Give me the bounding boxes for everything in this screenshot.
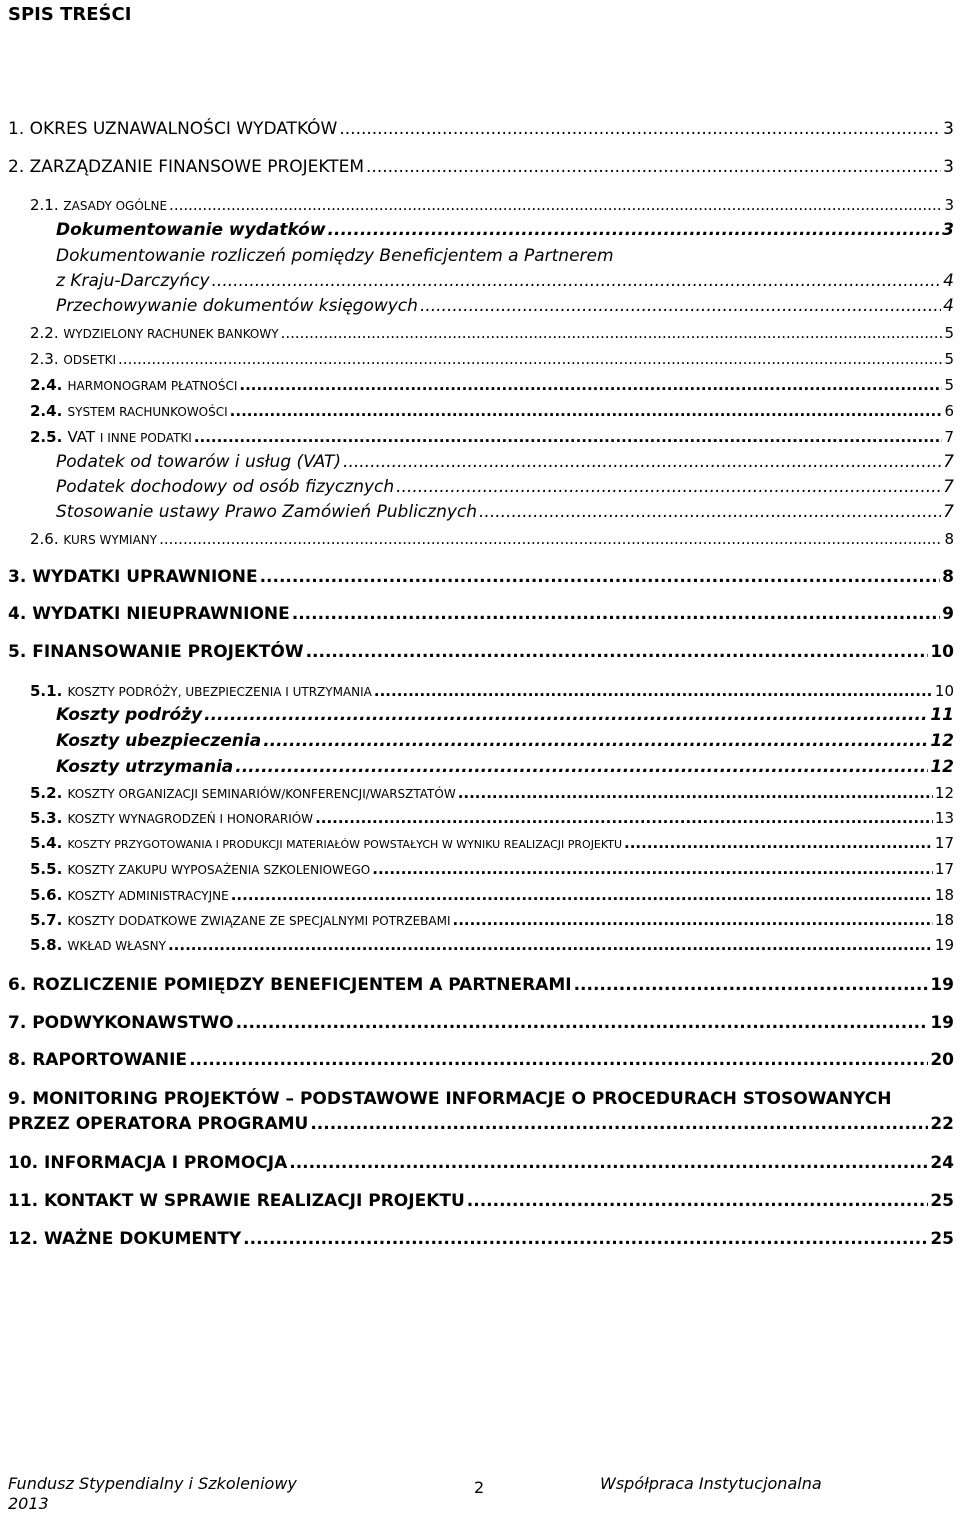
toc-entry-2-1-2[interactable] — [56, 271, 954, 291]
toc-leader-dots — [374, 682, 933, 700]
toc-entry-5-1-2[interactable] — [56, 731, 954, 751]
toc-entry-2-1-1[interactable] — [56, 220, 954, 240]
toc-entry-2[interactable] — [8, 157, 954, 177]
toc-leader-dots — [343, 452, 941, 472]
toc-entry-10[interactable] — [8, 1153, 954, 1173]
toc-entry-label: 2. ZARZĄDZANIE FINANSOWE PROJEKTEM — [8, 157, 365, 177]
toc-entry-12[interactable] — [8, 1229, 954, 1249]
toc-entry-2-4-system[interactable] — [30, 402, 954, 420]
toc-leader-dots — [467, 1191, 929, 1211]
toc-entry-page: 25 — [930, 1229, 954, 1249]
toc-entry-page: 5 — [944, 350, 954, 368]
toc-entry-page: 19 — [930, 1013, 954, 1033]
toc-entry-page: 18 — [934, 911, 954, 929]
toc-entry-5-8[interactable] — [30, 936, 954, 954]
toc-leader-dots — [204, 705, 928, 725]
toc-entry-1[interactable] — [8, 119, 954, 139]
toc-entry-label: KOSZTY WYNAGRODZEŃ I HONORARIÓW — [67, 812, 314, 826]
toc-entry-page: 7 — [944, 428, 954, 446]
toc-leader-dots — [231, 886, 933, 904]
toc-entry-page: 5 — [944, 376, 954, 394]
toc-entry-2-4-harmonogram[interactable] — [30, 376, 954, 394]
toc-entry-9-line1[interactable]: 9. MONITORING PROJEKTÓW – PODSTAWOWE INFORMACJE O PROCEDURACH STOSOWANYCH — [8, 1089, 892, 1109]
toc-entry-number: 5.2. — [30, 784, 68, 802]
toc-entry-number: 2.4. — [30, 402, 68, 420]
toc-entry-2-5[interactable] — [30, 428, 954, 446]
toc-entry-2-5-1[interactable] — [56, 452, 954, 472]
toc-entry-page: 3 — [943, 157, 954, 177]
toc-leader-dots — [230, 402, 943, 420]
toc-entry-number: 5.3. — [30, 809, 68, 827]
toc-entry-page: 3 — [944, 196, 954, 214]
toc-entry-label: 5. FINANSOWANIE PROJEKTÓW — [8, 642, 304, 662]
toc-entry-2-5-2[interactable] — [56, 477, 954, 497]
toc-entry-number: 5.8. — [30, 936, 68, 954]
toc-entry-page: 4 — [943, 271, 954, 291]
toc-entry-label: Podatek dochodowy od osób fizycznych — [56, 477, 395, 497]
toc-entry-number: 2.3. — [30, 350, 64, 368]
toc-entry-3[interactable] — [8, 567, 954, 587]
toc-entry-label: 1. OKRES UZNAWALNOŚCI WYDATKÓW — [8, 119, 338, 139]
footer-program-name: Współpraca Instytucjonalna — [600, 1474, 822, 1493]
toc-entry-page: 22 — [930, 1114, 954, 1134]
toc-entry-label: KOSZTY ZAKUPU WYPOSAŻENIA SZKOLENIOWEGO — [67, 863, 371, 877]
toc-entry-label: 11. KONTAKT W SPRAWIE REALIZACJI PROJEKTU — [8, 1191, 465, 1211]
toc-entry-number: 5.1. — [30, 682, 68, 700]
toc-entry-5-4[interactable] — [30, 834, 954, 852]
toc-entry-page: 17 — [934, 860, 954, 878]
toc-entry-4[interactable] — [8, 604, 954, 624]
toc-leader-dots — [118, 350, 942, 368]
toc-leader-dots — [263, 731, 928, 751]
toc-entry-label: WYDZIELONY RACHUNEK BANKOWY — [63, 327, 279, 341]
toc-leader-dots — [366, 157, 941, 177]
toc-entry-label: 3. WYDATKI UPRAWNIONE — [8, 567, 258, 587]
toc-entry-page: 8 — [944, 530, 954, 548]
toc-entry-2-3[interactable] — [30, 350, 954, 368]
toc-leader-dots — [168, 936, 933, 954]
toc-leader-dots — [306, 642, 929, 662]
toc-leader-dots — [235, 757, 928, 777]
toc-heading: SPIS TREŚCI — [8, 4, 132, 25]
toc-entry-label: Dokumentowanie wydatków — [56, 220, 326, 240]
toc-leader-dots — [453, 911, 933, 929]
toc-entry-label: 12. WAŻNE DOKUMENTY — [8, 1229, 242, 1249]
toc-leader-dots — [339, 119, 941, 139]
toc-leader-dots — [315, 809, 933, 827]
toc-entry-label: Koszty podróży — [56, 705, 203, 725]
toc-entry-label: Podatek od towarów i usług (VAT) — [56, 452, 342, 472]
toc-entry-2-1-3[interactable] — [56, 296, 954, 316]
toc-entry-label: z Kraju-Darczyńcy — [56, 271, 210, 291]
toc-entry-page: 9 — [942, 604, 954, 624]
toc-leader-dots — [624, 834, 933, 852]
toc-entry-label: HARMONOGRAM PŁATNOŚCI — [67, 379, 238, 393]
toc-entry-5-5[interactable] — [30, 860, 954, 878]
toc-entry-5-2[interactable] — [30, 784, 954, 802]
toc-entry-page: 3 — [943, 119, 954, 139]
toc-entry-page: 20 — [930, 1050, 954, 1070]
toc-entry-2-6[interactable] — [30, 530, 954, 548]
toc-entry-label-main: VAT — [67, 428, 100, 446]
toc-entry-number: 2.4. — [30, 376, 68, 394]
toc-entry-label: 4. WYDATKI NIEUPRAWNIONE — [8, 604, 290, 624]
toc-entry-label: I INNE PODATKI — [99, 431, 192, 445]
toc-entry-label: KOSZTY DODATKOWE ZWIĄZANE ZE SPECJALNYMI POTRZEBAMI — [67, 914, 451, 928]
toc-leader-dots — [260, 567, 941, 587]
toc-entry-label: 10. INFORMACJA I PROMOCJA — [8, 1153, 288, 1173]
toc-leader-dots — [212, 271, 942, 291]
toc-entry-5-1-3[interactable] — [56, 757, 954, 777]
toc-entry-5[interactable] — [8, 642, 954, 662]
toc-entry-label: KOSZTY ADMINISTRACYJNE — [67, 889, 229, 903]
toc-entry-label: KOSZTY PODRÓŻY, UBEZPIECZENIA I UTRZYMANIA — [67, 685, 372, 699]
toc-entry-number: 5.4. — [30, 834, 68, 852]
toc-entry-page: 12 — [930, 731, 954, 751]
toc-entry-page: 3 — [942, 220, 954, 240]
toc-entry-label: PRZEZ OPERATORA PROGRAMU — [8, 1114, 309, 1134]
toc-leader-dots — [292, 604, 940, 624]
toc-leader-dots — [574, 975, 929, 995]
toc-entry-5-3[interactable] — [30, 809, 954, 827]
toc-entry-label: KURS WYMIANY — [63, 533, 158, 547]
toc-leader-dots — [420, 296, 941, 316]
toc-entry-7[interactable] — [8, 1013, 954, 1033]
toc-entry-page: 6 — [944, 402, 954, 420]
toc-entry-5-1-1[interactable] — [56, 705, 954, 725]
toc-entry-label: Stosowanie ustawy Prawo Zamówień Publicznych — [56, 502, 478, 522]
toc-entry-page: 7 — [943, 477, 954, 497]
toc-entry-label: KOSZTY PRZYGOTOWANIA I PRODUKCJI MATERIAŁÓW POWSTAŁYCH W WYNIKU REALIZACJI PROJEKTU — [67, 838, 623, 851]
toc-leader-dots — [372, 860, 933, 878]
toc-entry-2-1-2-line1[interactable]: Dokumentowanie rozliczeń pomiędzy Beneficjentem a Partnerem — [56, 246, 614, 266]
toc-entry-page: 19 — [934, 936, 954, 954]
toc-entry-page: 11 — [930, 705, 954, 725]
toc-entry-number: 5.5. — [30, 860, 68, 878]
toc-entry-9[interactable] — [8, 1114, 954, 1134]
toc-entry-page: 17 — [934, 834, 954, 852]
toc-leader-dots — [236, 1013, 929, 1033]
toc-leader-dots — [243, 1229, 928, 1249]
toc-entry-label: 8. RAPORTOWANIE — [8, 1050, 188, 1070]
toc-entry-number: 2.6. — [30, 530, 64, 548]
footer-page-number: 2 — [474, 1478, 485, 1497]
toc-entry-page: 7 — [943, 502, 954, 522]
toc-entry-page: 4 — [943, 296, 954, 316]
toc-entry-page: 24 — [930, 1153, 954, 1173]
toc-entry-5-6[interactable] — [30, 886, 954, 904]
footer-fund-name: Fundusz Stypendialny i Szkoleniowy 2013 — [8, 1474, 297, 1513]
toc-leader-dots — [328, 220, 941, 240]
toc-entry-label: ZASADY OGÓLNE — [63, 199, 168, 213]
toc-leader-dots — [281, 324, 943, 342]
toc-entry-2-1[interactable] — [30, 196, 954, 214]
toc-entry-page: 7 — [943, 452, 954, 472]
toc-entry-page: 10 — [930, 642, 954, 662]
toc-entry-label: Koszty utrzymania — [56, 757, 234, 777]
toc-entry-label: ODSETKI — [63, 353, 117, 367]
toc-entry-label: Koszty ubezpieczenia — [56, 731, 262, 751]
toc-entry-label: SYSTEM RACHUNKOWOŚCI — [67, 405, 228, 419]
toc-leader-dots — [169, 196, 942, 214]
toc-entry-page: 10 — [934, 682, 954, 700]
toc-entry-page: 8 — [942, 567, 954, 587]
toc-entry-number: 2.2. — [30, 324, 64, 342]
toc-entry-6[interactable] — [8, 975, 954, 995]
toc-leader-dots — [289, 1153, 928, 1173]
toc-leader-dots — [458, 784, 933, 802]
toc-entry-page: 18 — [934, 886, 954, 904]
toc-entry-page: 12 — [934, 784, 954, 802]
toc-entry-5-1[interactable] — [30, 682, 954, 700]
toc-leader-dots — [189, 1050, 928, 1070]
toc-entry-number: 2.1. — [30, 196, 64, 214]
toc-entry-label: Przechowywanie dokumentów księgowych — [56, 296, 418, 316]
toc-entry-page: 5 — [944, 324, 954, 342]
toc-leader-dots — [194, 428, 943, 446]
toc-entry-page: 12 — [930, 757, 954, 777]
toc-entry-8[interactable] — [8, 1050, 954, 1070]
toc-leader-dots — [396, 477, 941, 497]
toc-leader-dots — [479, 502, 941, 522]
toc-entry-page: 13 — [934, 809, 954, 827]
toc-entry-2-2[interactable] — [30, 324, 954, 342]
toc-entry-11[interactable] — [8, 1191, 954, 1211]
toc-entry-page: 25 — [930, 1191, 954, 1211]
toc-entry-label: 7. PODWYKONAWSTWO — [8, 1013, 234, 1033]
toc-entry-5-7[interactable] — [30, 911, 954, 929]
toc-entry-number: 5.6. — [30, 886, 68, 904]
toc-leader-dots — [239, 376, 942, 394]
toc-entry-2-5-3[interactable] — [56, 502, 954, 522]
toc-entry-label: 6. ROZLICZENIE POMIĘDZY BENEFICJENTEM A PARTNERAMI — [8, 975, 572, 995]
toc-entry-label: KOSZTY ORGANIZACJI SEMINARIÓW/KONFERENCJI/WARSZTATÓW — [67, 787, 456, 801]
toc-leader-dots — [159, 530, 942, 548]
toc-leader-dots — [310, 1114, 928, 1134]
toc-entry-number: 5.7. — [30, 911, 68, 929]
toc-entry-label: WKŁAD WŁASNY — [67, 939, 166, 953]
toc-entry-number: 2.5. — [30, 428, 68, 446]
toc-entry-page: 19 — [930, 975, 954, 995]
